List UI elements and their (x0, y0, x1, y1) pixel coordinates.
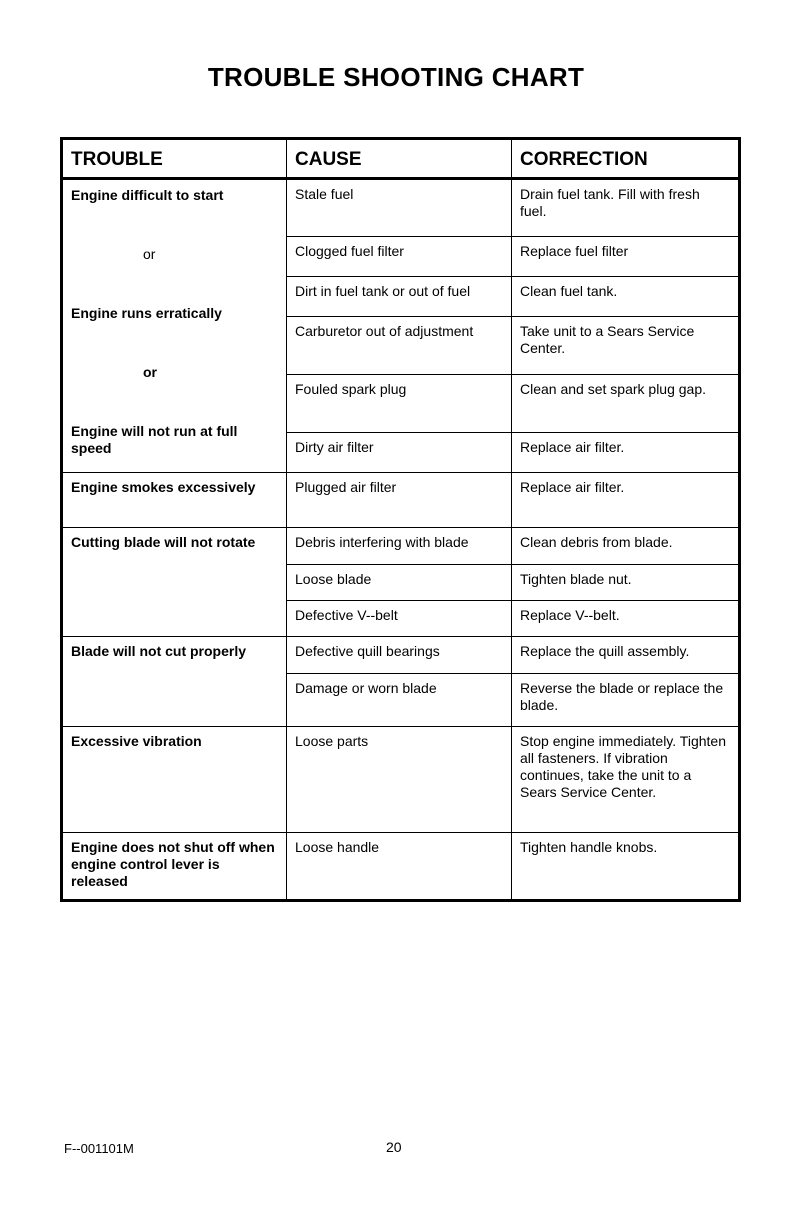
cause-cell: Loose blade (287, 565, 512, 601)
correction-cell: Reverse the blade or replace the blade. (512, 674, 740, 727)
trouble-engine-difficult-start: Engine difficult to start (71, 187, 224, 203)
trouble-engine-smokes: Engine smokes excessively (62, 473, 287, 528)
trouble-shooting-table (60, 137, 741, 902)
cause-cell: Damage or worn blade (287, 674, 512, 727)
cause-cell: Defective quill bearings (287, 637, 512, 674)
trouble-excessive-vibration: Excessive vibration (62, 727, 287, 833)
table-row (62, 833, 740, 901)
correction-cell: Drain fuel tank. Fill with fresh fuel. (512, 179, 740, 237)
cause-cell: Debris interfering with blade (287, 528, 512, 565)
correction-cell: Clean fuel tank. (512, 277, 740, 317)
correction-cell: Replace V--belt. (512, 601, 740, 637)
cause-cell: Dirty air filter (287, 433, 512, 473)
trouble-engine-not-shut-off: Engine does not shut off when engine control lever is released (62, 833, 287, 901)
cause-cell: Plugged air filter (287, 473, 512, 528)
or-label: or (143, 246, 156, 262)
trouble-blade-not-cut: Blade will not cut properly (62, 637, 287, 727)
correction-cell: Replace air filter. (512, 433, 740, 473)
cause-cell: Loose parts (287, 727, 512, 833)
trouble-cell-engine-start (62, 179, 287, 473)
correction-cell: Replace air filter. (512, 473, 740, 528)
table-header-row (62, 139, 740, 179)
header-correction: CORRECTION (512, 139, 740, 179)
table-row (62, 637, 740, 674)
header-cause: CAUSE (287, 139, 512, 179)
cause-cell: Dirt in fuel tank or out of fuel (287, 277, 512, 317)
trouble-blade-not-rotate: Cutting blade will not rotate (62, 528, 287, 637)
trouble-engine-runs-erratically: Engine runs erratically (71, 305, 222, 321)
correction-cell: Tighten blade nut. (512, 565, 740, 601)
correction-cell: Tighten handle knobs. (512, 833, 740, 901)
cause-cell: Defective V--belt (287, 601, 512, 637)
cause-cell: Carburetor out of adjustment (287, 317, 512, 375)
table-row (62, 528, 740, 565)
correction-cell: Clean and set spark plug gap. (512, 375, 740, 433)
table-row (62, 179, 740, 237)
page-number: 20 (386, 1139, 402, 1155)
cause-cell: Fouled spark plug (287, 375, 512, 433)
correction-cell: Stop engine immediately. Tighten all fasteners. If vibration continues, take the unit to a Sears Service Center. (512, 727, 740, 833)
table-row (62, 727, 740, 833)
correction-cell: Clean debris from blade. (512, 528, 740, 565)
document-code: F--001101M (64, 1141, 134, 1156)
table-row (62, 473, 740, 528)
page-title: TROUBLE SHOOTING CHART (207, 62, 585, 92)
cause-cell: Loose handle (287, 833, 512, 901)
or-label: or (143, 364, 157, 380)
correction-cell: Replace fuel filter (512, 237, 740, 277)
correction-cell: Take unit to a Sears Service Center. (512, 317, 740, 375)
cause-cell: Stale fuel (287, 179, 512, 237)
cause-cell: Clogged fuel filter (287, 237, 512, 277)
header-trouble: TROUBLE (62, 139, 287, 179)
correction-cell: Replace the quill assembly. (512, 637, 740, 674)
trouble-engine-not-full-speed: Engine will not run at full speed (71, 423, 238, 456)
